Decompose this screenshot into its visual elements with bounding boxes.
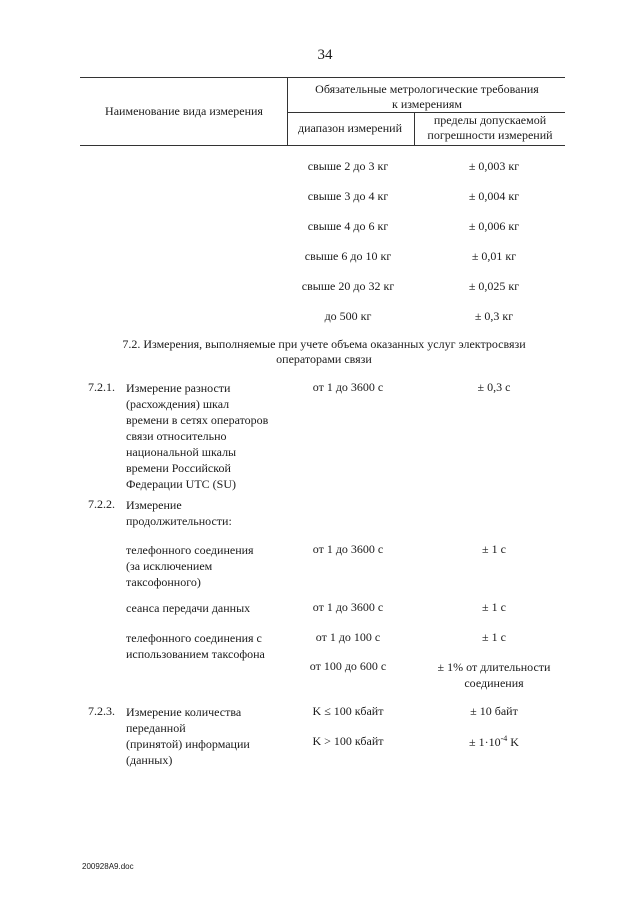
subitem-error: ± 1 с bbox=[482, 630, 506, 644]
item-range: от 1 до 3600 с bbox=[312, 380, 384, 394]
header-range-col: диапазон измерений bbox=[297, 121, 403, 135]
item-error bbox=[469, 734, 519, 750]
subitem-name-line: (за исключением bbox=[126, 559, 213, 573]
item-name-line: Измерение разности bbox=[126, 381, 231, 395]
subitem-name-line: телефонного соединения с bbox=[126, 631, 262, 645]
item-name-line: времени Российской bbox=[126, 461, 231, 475]
mass-row-range: свыше 6 до 10 кг bbox=[304, 249, 392, 263]
header-error-line2: погрешности измерений bbox=[427, 128, 553, 142]
mass-row-error: ± 0,003 кг bbox=[468, 159, 520, 173]
mass-row-error: ± 0,01 кг bbox=[471, 249, 517, 263]
subitem-range: от 1 до 3600 с bbox=[312, 542, 384, 556]
item-range: K > 100 кбайт bbox=[312, 734, 384, 748]
item-name bbox=[126, 497, 232, 529]
subitem-range: от 1 до 100 с bbox=[315, 630, 381, 644]
item-error: ± 0,3 с bbox=[477, 380, 511, 394]
mass-row-error: ± 0,025 кг bbox=[468, 279, 520, 293]
item-range: K ≤ 100 кбайт bbox=[312, 704, 384, 718]
page-number: 34 bbox=[317, 47, 333, 63]
subitem-name-line: использованием таксофона bbox=[126, 647, 265, 661]
item-name bbox=[126, 380, 268, 492]
header-error-line1: пределы допускаемой bbox=[433, 113, 547, 127]
item-number: 7.2.2. bbox=[88, 497, 115, 511]
header-divider-1 bbox=[287, 77, 288, 145]
mass-row-range: свыше 3 до 4 кг bbox=[307, 189, 389, 203]
footer-filename: 200928A9.doc bbox=[82, 862, 134, 871]
item-name-line: переданной bbox=[126, 721, 186, 735]
subitem-name-line: таксофонного) bbox=[126, 575, 201, 589]
item-name-line: национальной шкалы bbox=[126, 445, 237, 459]
mass-row-range: до 500 кг bbox=[324, 309, 372, 323]
mass-row-range: свыше 4 до 6 кг bbox=[307, 219, 389, 233]
mass-row-range: свыше 20 до 32 кг bbox=[301, 279, 395, 293]
subitem-error-line: соединения bbox=[464, 676, 524, 690]
error-exponent: -4 bbox=[500, 734, 508, 743]
header-top-rule bbox=[80, 77, 565, 78]
subitem-name-line: сеанса передачи данных bbox=[126, 601, 251, 615]
item-name-line: Федерации UTC (SU) bbox=[126, 477, 237, 491]
item-name-line: (расхождения) шкал bbox=[126, 397, 230, 411]
header-requirements-line1: Обязательные метрологические требования bbox=[315, 82, 539, 96]
item-number: 7.2.3. bbox=[88, 704, 115, 718]
subitem-error: ± 1 с bbox=[482, 600, 506, 614]
header-name-col: Наименование вида измерения bbox=[105, 104, 263, 118]
item-name-line: (принятой) информации bbox=[126, 737, 250, 751]
item-name bbox=[126, 704, 250, 768]
item-name-line: связи относительно bbox=[126, 429, 227, 443]
item-name-line: Измерение количества bbox=[126, 705, 242, 719]
subitem-error-line: ± 1% от длительности bbox=[437, 660, 551, 674]
header-divider-2 bbox=[414, 112, 415, 145]
subitem-range: от 100 до 600 с bbox=[309, 659, 387, 673]
subitem-error bbox=[432, 659, 556, 691]
section-heading-line1: 7.2. Измерения, выполняемые при учете объема оказанных услуг электросвязи bbox=[122, 337, 526, 351]
subitem-name-line: телефонного соединения bbox=[126, 543, 254, 557]
subitem-name bbox=[126, 600, 250, 616]
subitem-range: от 1 до 3600 с bbox=[312, 600, 384, 614]
item-error: ± 10 байт bbox=[470, 704, 518, 718]
header-requirements-line2: к измерениям bbox=[391, 97, 463, 111]
error-base: ± 1·10 bbox=[469, 735, 501, 749]
section-heading-line2: операторами связи bbox=[276, 352, 372, 366]
subitem-error: ± 1 с bbox=[482, 542, 506, 556]
item-name-line: времени в сетях операторов bbox=[126, 413, 269, 427]
mass-row-error: ± 0,004 кг bbox=[468, 189, 520, 203]
mass-row-range: свыше 2 до 3 кг bbox=[307, 159, 389, 173]
subitem-name bbox=[126, 630, 265, 662]
subitem-name bbox=[126, 542, 254, 590]
header-bottom-rule bbox=[80, 145, 565, 146]
item-number: 7.2.1. bbox=[88, 380, 115, 394]
item-name-line: Измерение bbox=[126, 498, 182, 512]
mass-row-error: ± 0,006 кг bbox=[468, 219, 520, 233]
mass-row-error: ± 0,3 кг bbox=[474, 309, 514, 323]
item-name-line: (данных) bbox=[126, 753, 173, 767]
error-tail: K bbox=[507, 735, 519, 749]
item-name-line: продолжительности: bbox=[126, 514, 232, 528]
